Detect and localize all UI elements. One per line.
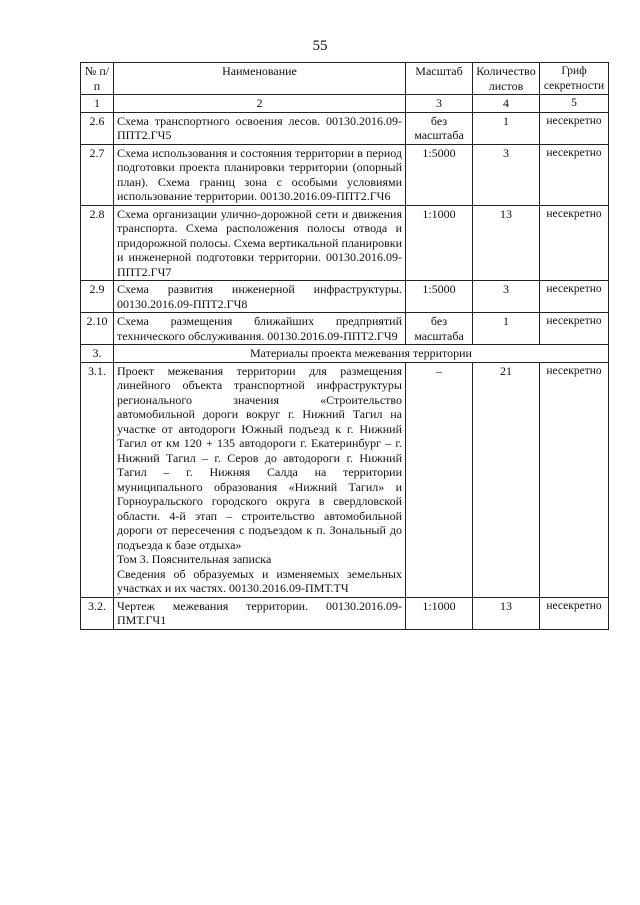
row-count: 3	[473, 144, 540, 205]
col-number: 4	[473, 95, 540, 113]
col-number: 1	[81, 95, 114, 113]
row-num: 3.1.	[81, 362, 114, 597]
row-scale: –	[406, 362, 473, 597]
row-grif: несекретно	[540, 205, 609, 281]
row-scale: 1:5000	[406, 144, 473, 205]
row-scale: без масштаба	[406, 313, 473, 345]
row-name: Схема развития инженерной инфраструктуры. 00130.2016.09-ППТ2.ГЧ8	[114, 281, 406, 313]
documents-table	[80, 62, 609, 630]
row-name-volume: Том 3. Пояснительная записка	[117, 552, 272, 566]
table-row	[81, 144, 609, 205]
col-number: 3	[406, 95, 473, 113]
row-num: 3.2.	[81, 597, 114, 629]
row-num: 2.9	[81, 281, 114, 313]
row-count: 13	[473, 205, 540, 281]
header-grif: Гриф секретности	[540, 63, 609, 95]
row-grif: несекретно	[540, 144, 609, 205]
header-scale: Масштаб	[406, 63, 473, 95]
table-row	[81, 362, 609, 597]
row-num: 2.6	[81, 112, 114, 144]
section-num: 3.	[81, 345, 114, 363]
header-count: Количество листов	[473, 63, 540, 95]
row-name-text: Проект межевания территории для размещения линейного объекта транспортной инфраструктуры регионального значения «Строительство автомобильной дороги вокруг г. Нижний Тагил на участке от автодороги Южный подъезд к г. Нижний Тагил от км 120 + 135 автодороги г. Екатеринбург – г. Нижний Тагил – г. Серов до автодороги г. Нижний Тагил – г. Нижняя Салда на территории муниципального образования «Нижний Тагил» и Горноуральского городского округа в свердловской области. 4-й этап – строительство автомобильной дороги от пересечения с подъездом к п. Зональный до подъезда к базе отдыха»	[117, 363, 402, 552]
row-grif: несекретно	[540, 112, 609, 144]
row-grif: несекретно	[540, 362, 609, 597]
page-number: 55	[312, 38, 328, 54]
row-name-details: Сведения об образуемых и изменяемых земельных участках и их частях. 00130.2016.09-ПМТ.ТЧ	[117, 566, 402, 595]
col-number: 5	[540, 95, 609, 113]
table-header-row	[81, 63, 609, 95]
row-grif: несекретно	[540, 281, 609, 313]
table-row	[81, 281, 609, 313]
row-count: 21	[473, 362, 540, 597]
row-name	[114, 362, 406, 597]
row-count: 3	[473, 281, 540, 313]
table-row	[81, 205, 609, 281]
table-row	[81, 112, 609, 144]
row-grif: несекретно	[540, 313, 609, 345]
row-scale: без масштаба	[406, 112, 473, 144]
row-name: Схема использования и состояния территории в период подготовки проекта планировки территории (опорный план). Схема границ зона с особыми условиями использование территории. 00130.2016.09-ППТ2.ГЧ6	[114, 144, 406, 205]
row-name: Схема транспортного освоения лесов. 00130.2016.09-ППТ2.ГЧ5	[114, 112, 406, 144]
table-row	[81, 597, 609, 629]
header-name: Наименование	[114, 63, 406, 95]
row-name: Чертеж межевания территории. 00130.2016.09-ПМТ.ГЧ1	[114, 597, 406, 629]
row-num: 2.8	[81, 205, 114, 281]
row-scale: 1:1000	[406, 205, 473, 281]
col-number: 2	[114, 95, 406, 113]
row-scale: 1:5000	[406, 281, 473, 313]
row-grif: несекретно	[540, 597, 609, 629]
row-name: Схема размещения ближайших предприятий технического обслуживания. 00130.2016.09-ППТ2.ГЧ9	[114, 313, 406, 345]
section-title: Материалы проекта межевания территории	[114, 345, 609, 363]
row-count: 1	[473, 112, 540, 144]
column-numbers-row	[81, 95, 609, 113]
row-num: 2.7	[81, 144, 114, 205]
row-scale: 1:1000	[406, 597, 473, 629]
header-num: № п/п	[81, 63, 114, 95]
row-name: Схема организации улично-дорожной сети и движения транспорта. Схема расположения полосы отвода и придорожной полосы. Схема вертикальной планировки и инженерной подготовки территории. 00130.2016.09-ППТ2.ГЧ7	[114, 205, 406, 281]
row-num: 2.10	[81, 313, 114, 345]
row-count: 1	[473, 313, 540, 345]
table-row	[81, 313, 609, 345]
section-row	[81, 345, 609, 363]
row-count: 13	[473, 597, 540, 629]
